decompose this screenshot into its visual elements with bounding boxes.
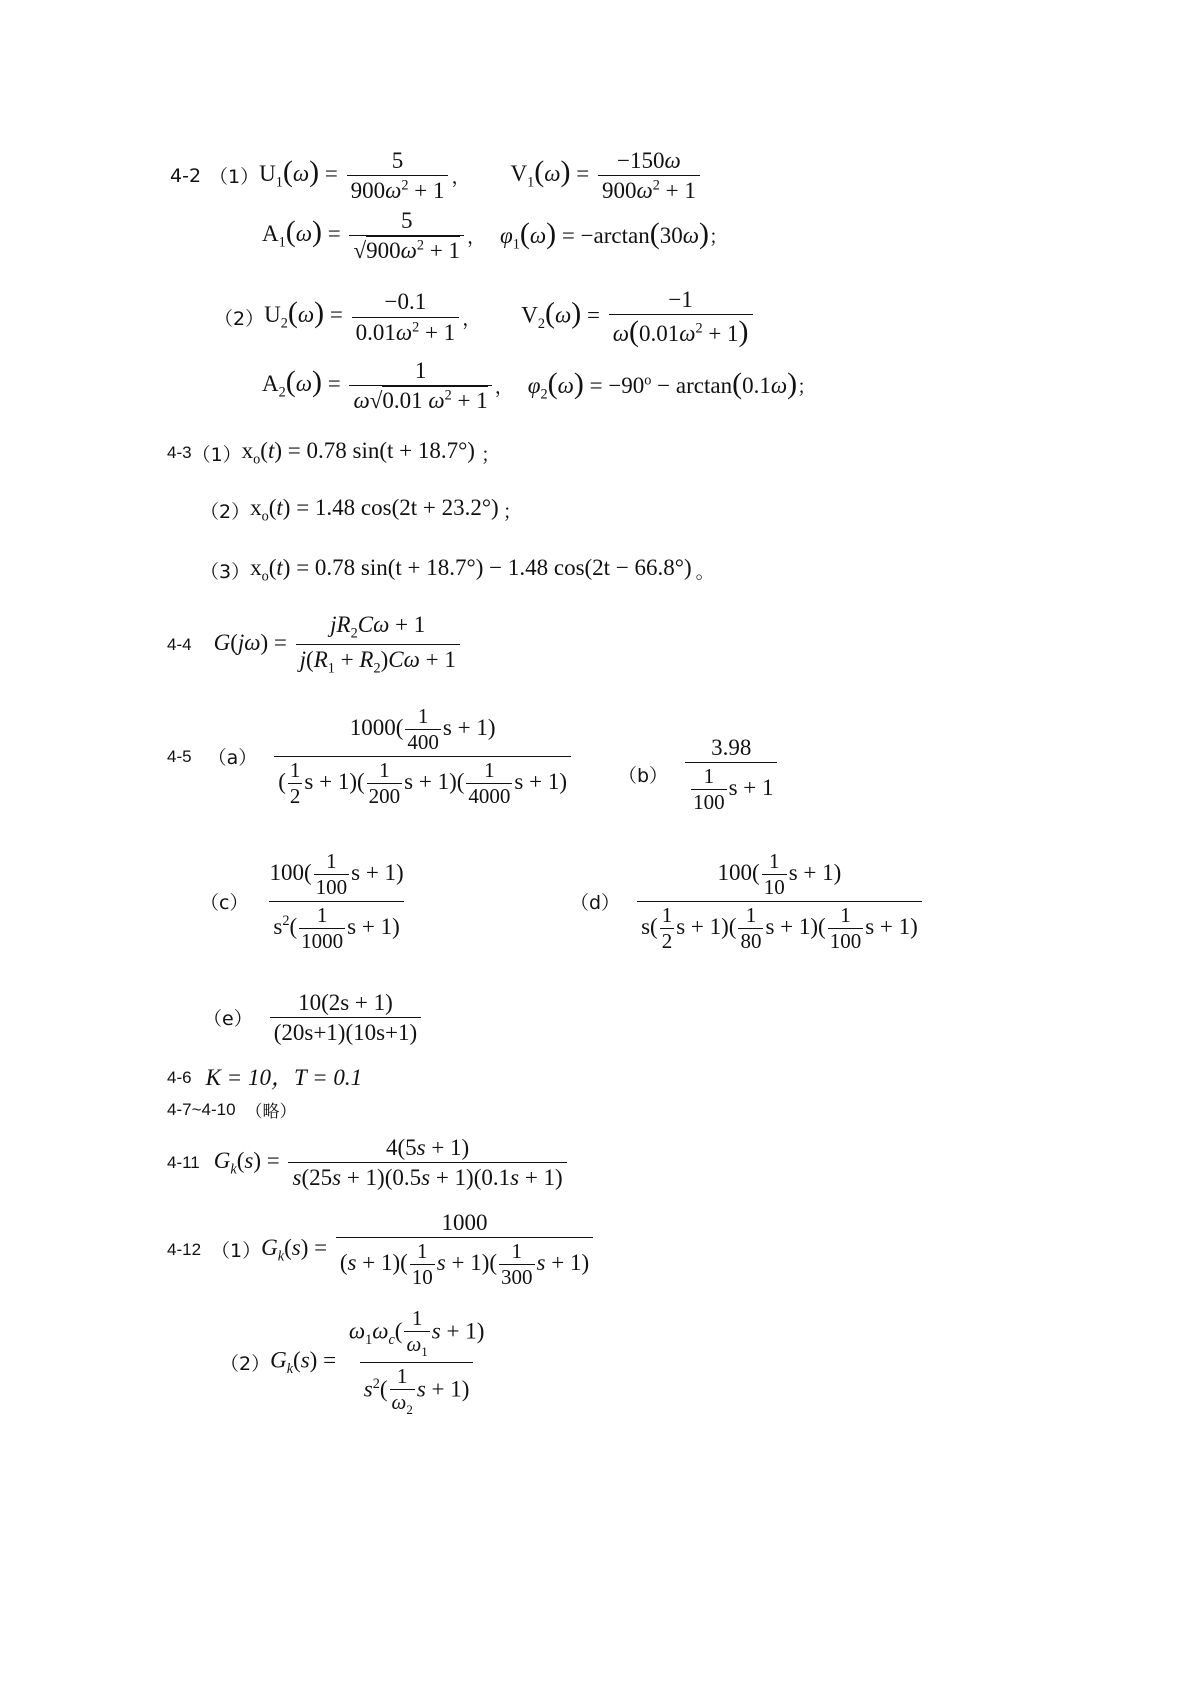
problem-4-5-c <box>200 850 411 953</box>
comma: ， <box>451 166 471 189</box>
formula-4-5-a: 1000( $\frac{1}{400}$ s + 1) ( $\frac{1}{2}$ s + 1)( $\frac{1}{200}$ s + 1)( $\frac{1}{4000}$ s + 1) <box>271 705 574 808</box>
problem-label: 4-5 <box>167 746 192 766</box>
omitted-note: （略） <box>245 1102 297 1122</box>
formula-U2: $U_2(\omega)$ = $\frac{-0.1}{0.01\omega^2 + 1}$ <box>264 289 462 345</box>
part-label: （2） <box>200 500 251 523</box>
problem-4-12-part2 <box>220 1307 491 1417</box>
comma: ， <box>494 376 514 399</box>
problem-4-7-to-4-10 <box>167 1097 297 1122</box>
formula-phi1: $\varphi_1(\omega) = -\arctan(30\omega)$ <box>499 216 709 253</box>
problem-label: 4-6 <box>167 1067 192 1087</box>
formula-4-6: K = 10，T = 0.1 <box>205 1065 363 1090</box>
part-label: （2） <box>220 1352 271 1375</box>
comma: ， <box>466 226 486 249</box>
problem-4-5-b <box>618 735 780 814</box>
part-label: （c） <box>200 892 249 915</box>
problem-4-2-part2-line2 <box>262 358 816 414</box>
formula-4-12-2: $G_k(s)$ = $\omega_1\omega_c$( $\frac{1}{\omega_1}$ s + 1) $s^2$( $\frac{1}{\omega_2}$ s + 1) <box>270 1306 485 1417</box>
problem-4-5-a <box>167 705 574 808</box>
formula-4-5-d: 100( $\frac{1}{10}$ s + 1) s( $\frac{1}{2}$ s + 1)( $\frac{1}{80}$ s + 1)( $\frac{1}{100}$ s + 1) <box>634 850 925 953</box>
problem-4-2-part1-line2 <box>262 208 728 264</box>
problem-label: 4-2 <box>170 164 202 187</box>
semicolon: ； <box>797 376 817 399</box>
problem-4-4 <box>167 612 463 678</box>
problem-4-12-part1 <box>167 1210 596 1289</box>
problem-label: 4-4 <box>167 634 192 654</box>
part-label: （3） <box>200 560 251 583</box>
formula-4-5-c: 100( $\frac{1}{100}$ s + 1) $s^2$( $\frac{1}{1000}$ s + 1) <box>269 849 404 954</box>
problem-label: 4-11 <box>167 1152 200 1172</box>
problem-4-2-part2-line1 <box>214 287 756 347</box>
formula-V1: $V_1(\omega)$ = $\frac{-150\omega}{900\omega^2 + 1}$ <box>511 148 703 204</box>
problem-4-2-part1-line1 <box>170 148 703 204</box>
formula-x-2: $x_o(t) = 1.48$ cos(2t + 23.2°) <box>250 495 499 525</box>
semicolon: ； <box>502 500 522 523</box>
semicolon: ； <box>708 226 728 249</box>
problem-label: 4-12 <box>167 1239 202 1259</box>
formula-4-12-1: $G_k(s)$ = 1000 (s + 1)( $\frac{1}{10}$ s + 1)( $\frac{1}{300}$ s + 1) <box>261 1210 596 1289</box>
formula-4-5-e: $\frac{10(2s + 1)}{(20s+1)(10s+1)}$ <box>267 990 424 1046</box>
problem-4-3-part1 <box>167 438 500 468</box>
problem-label: 4-7~4-10 <box>167 1099 236 1119</box>
formula-V2: $V_2(\omega)$ = $\frac{-1}{\omega(0.01\omega^2 + 1)}$ <box>521 287 755 347</box>
formula-A2: $A_2(\omega)$ = $\frac{1}{\omega√0.01 \omega^2 + 1}$ <box>262 358 495 414</box>
formula-4-5-b: 3.98 $\frac{1}{100}$ s + 1 <box>682 735 780 814</box>
formula-U1: $U_1(\omega)$ = $\frac{5}{900\omega^2 + 1}$ <box>259 148 451 204</box>
formula-x-1-rhs: 0.78 sin(t + 18.7°) <box>306 438 475 463</box>
part-label: （d） <box>570 892 621 915</box>
formula-4-11: $G_k(s)$ = $\frac{4(5s + 1)}{s(25s + 1)(0.5s + 1)(0.1s + 1)}$ <box>214 1135 570 1191</box>
part-label: （1） <box>191 443 242 466</box>
problem-4-3-part3 <box>200 555 715 585</box>
problem-4-5-d <box>570 850 925 953</box>
problem-label: 4-3 <box>167 443 192 463</box>
comma: ， <box>462 307 482 330</box>
period: 。 <box>695 560 715 583</box>
problem-4-3-part2 <box>200 495 522 525</box>
problem-4-6 <box>167 1065 362 1090</box>
formula-G-jw: G(jω) = $\frac{jR_2C\omega + 1}{j(R_1 + R_2)C\omega + 1}$ <box>214 612 463 678</box>
part-label: （e） <box>203 1008 253 1031</box>
semicolon: ； <box>480 443 500 466</box>
part-label: （b） <box>618 765 669 788</box>
part-label: （2） <box>214 307 265 330</box>
formula-x-3: $x_o(t) = 0.78$ sin(t + 18.7°) − 1.48 cos(2t − 66.8°) <box>250 555 692 585</box>
problem-4-11 <box>167 1135 570 1191</box>
part-label: （a） <box>207 747 258 770</box>
part-label: （1） <box>211 1240 262 1263</box>
problem-4-5-e <box>203 990 424 1046</box>
formula-x-3-rhs: 0.78 sin(t + 18.7°) − 1.48 cos(2t − 66.8°) <box>314 555 692 580</box>
part-label: （1） <box>209 166 260 189</box>
formula-phi2: $\varphi_2(\omega) = -90^o - \arctan(0.1\omega)$ <box>527 366 798 403</box>
formula-x-1: $x_o(t) = 0.78$ sin(t + 18.7°) <box>241 438 475 468</box>
formula-x-2-rhs: 1.48 cos(2t + 23.2°) <box>314 495 499 520</box>
formula-A1: $A_1(\omega)$ = $\frac{5}{√900\omega^2 + 1}$ <box>262 208 467 264</box>
